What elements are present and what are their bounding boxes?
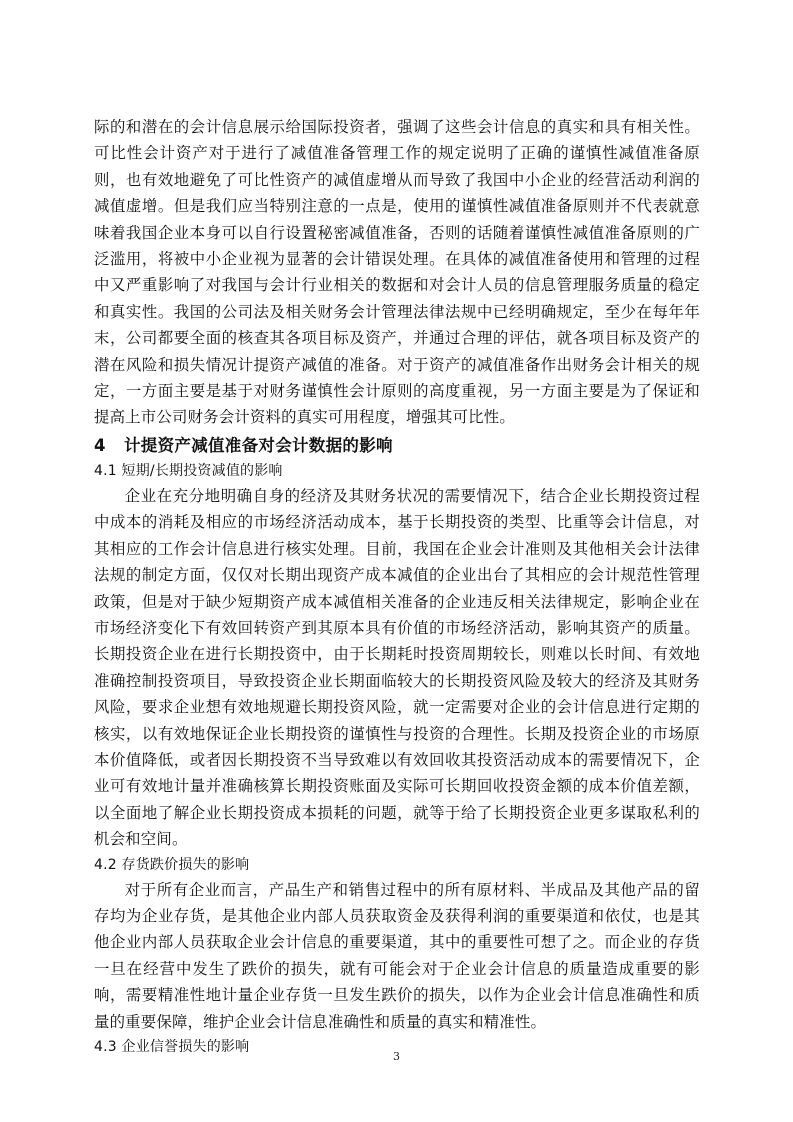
section-4-1-heading: 4.1 短期/长期投资减值的影响 <box>94 462 283 479</box>
intro-paragraph: 际的和潜在的会计信息展示给国际投资者，强调了这些会计信息的真实和具有相关性。可比性会计资产对于进行了减值准备管理工作的规定说明了正确的谨慎性减值准备原则，也有效地避免了可比性资产的减值虚增从而导致了我国中小企业的经营活动利润的减值虚增。但是我们应当特别注意的一点是，使用的谨慎性减值准备原则并不代表就意味着我国企业本身可以自行设置秘密减值准备，否则的话随着谨慎性减值准备原则的广泛滥用，将被中小企业视为显著的会计错误处理。在具体的减值准备使用和管理的过程中又严重影响了对我国与会计行业相关的数据和对会计人员的信息管理服务质量的稳定和真实性。我国的公司法及相关财务会计管理法律法规中已经明确规定，至少在每年年末，公司都要全面的核查其各项目标及资产，并通过合理的评估，就各项目标及资产的潜在风险和损失情况计提资产减值的准备。对于资产的减值准备作出财务会计相关的规定，一方面主要是基于对财务谨慎性会计原则的高度重视，另一方面主要是为了保证和提高上市公司财务会计资料的真实可用程度，增强其可比性。 <box>94 118 700 427</box>
page-body <box>94 114 700 1059</box>
section-4-heading <box>94 433 700 459</box>
section-4-1-paragraph: 企业在充分地明确自身的经济及其财务状况的需要情况下，结合企业长期投资过程中成本的消耗及相应的市场经济活动成本，基于长期投资的类型、比重等会计信息，对其相应的工作会计信息进行核实处理。目前，我国在企业会计准则及其他相关会计法律法规的制定方面，仅仅对长期出现资产成本减值的企业出台了其相应的会计规范性管理政策，但是对于缺少短期资产成本减值相关准备的企业违反相关法律规定，影响企业在市场经济变化下有效回转资产到其原本具有价值的市场经济活动，影响其资产的质量。长期投资企业在进行长期投资中，由于长期耗时投资周期较长，则难以长时间、有效地准确控制投资项目，导致投资企业长期面临较大的长期投资风险及较大的经济及其财务风险，要求企业想有效地规避长期投资风险，就一定需要对企业的会计信息进行定期的核实，以有效地保证企业长期投资的谨慎性与投资的合理性。长期及投资企业的市场原本价值降低，或者因长期投资不当导致难以有效回收其投资活动成本的需要情况下，企业可有效地计量并准确核算长期投资账面及实际可长期回收投资金额的成本价值差额，以全面地了解企业长期投资成本损耗的问题，就等于给了长期投资企业更多谋取私利的机会和空间。 <box>94 486 700 849</box>
page-number: 3 <box>393 1050 400 1063</box>
section-4-number: 4 <box>94 435 106 455</box>
section-4-2-paragraph: 对于所有企业而言，产品生产和销售过程中的所有原材料、半成品及其他产品的留存均为企业存货，是其他企业内部人员获取资金及获得利润的重要渠道和依仗，也是其他企业内部人员获取企业会计信息的重要渠道，其中的重要性可想了之。而企业的存货一旦在经营中发生了跌价的损失，就有可能会对于企业会计信息的质量造成重要的影响，需要精准性地计量企业存货一旦发生跌价的损失，以作为企业会计信息准确性和质量的重要保障，维护企业会计信息准确性和质量的真实和精准性。 <box>94 880 700 1031</box>
section-4-2-heading: 4.2 存货跌价损失的影响 <box>94 856 250 873</box>
section-4-3-heading: 4.3 企业信誉损失的影响 <box>94 1039 250 1055</box>
section-4-title: 计提资产减值准备对会计数据的影响 <box>124 435 393 455</box>
